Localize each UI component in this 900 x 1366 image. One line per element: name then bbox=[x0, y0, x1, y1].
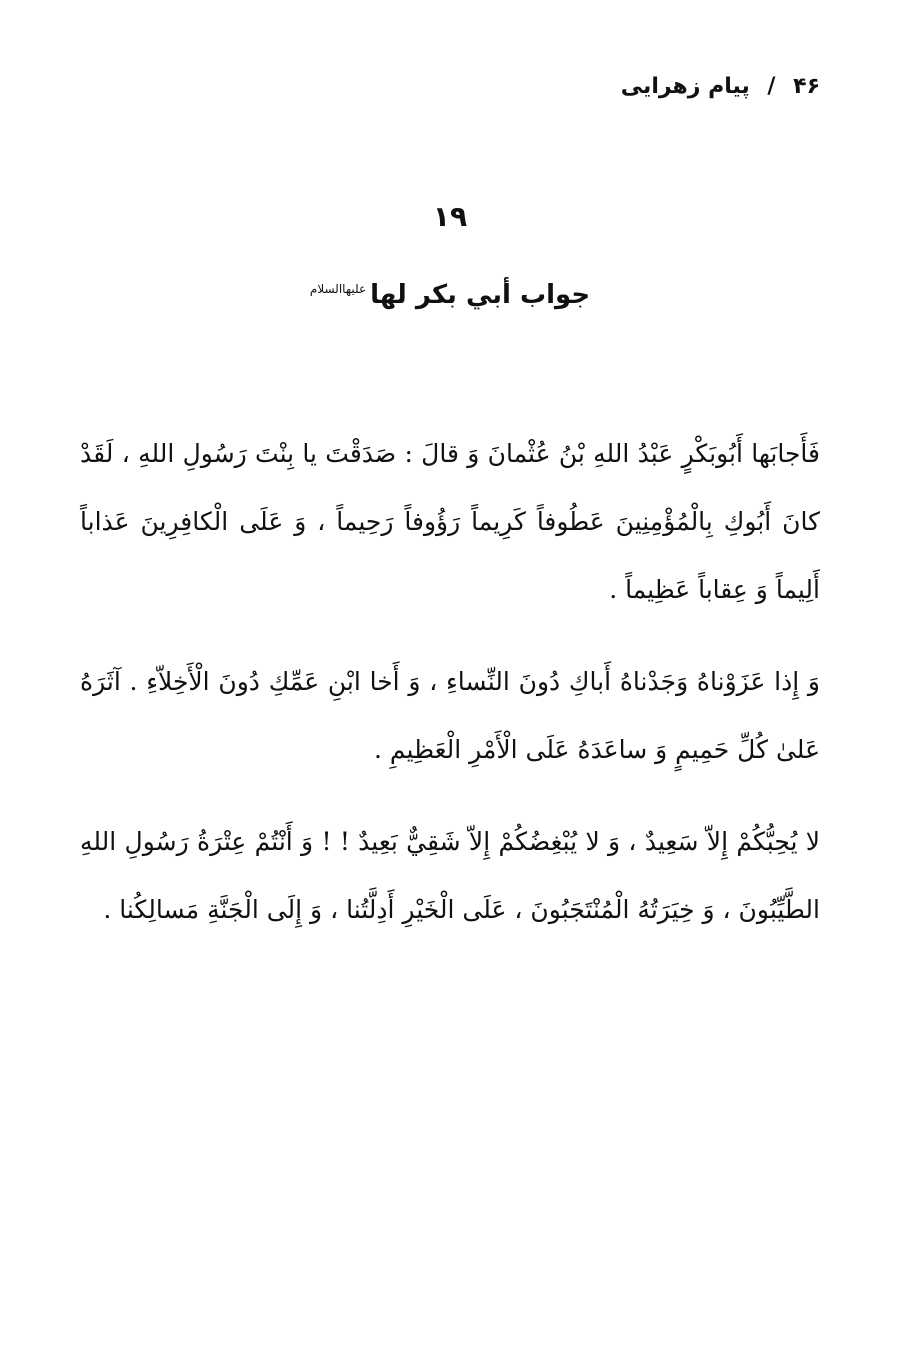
paragraph: وَ إِذا عَزَوْناهُ وَجَدْناهُ أَباكِ دُونَ النِّساءِ ، وَ أَخا ابْنِ عَمِّكِ دُونَ الْأَخِلاّءِ . آثَرَهُ عَلىٰ كُلِّ حَمِيمٍ وَ ساعَدَهُ عَلَى الْأَمْرِ الْعَظِيمِ . bbox=[80, 667, 820, 764]
section-title-block bbox=[0, 280, 900, 310]
paragraph: لا يُحِبُّكُمْ إِلاّ سَعِيدٌ ، وَ لا يُبْغِضُكُمْ إِلاّ شَقِيٌّ بَعِيدٌ ! ! وَ أَنْتُمْ عِتْرَةُ رَسُولِ اللهِ الطَّيِّبُونَ ، وَ خِيَرَتُهُ الْمُنْتَجَبُونَ ، عَلَى الْخَيْرِ أَدِلَّتُنا ، وَ إِلَى الْجَنَّةِ مَسالِكُنا . bbox=[80, 827, 820, 924]
honorific-mark: عليهاالسلام bbox=[309, 282, 367, 297]
header-separator: / bbox=[767, 74, 776, 99]
running-header bbox=[621, 74, 820, 99]
body-text bbox=[80, 420, 820, 968]
section-title: جواب أبي بكر لها bbox=[370, 280, 591, 310]
book-title: پیام زهرایی bbox=[620, 74, 750, 99]
paragraph: فَأَجابَها أَبُوبَكْرٍ عَبْدُ اللهِ بْنُ عُثْمانَ وَ قالَ : صَدَقْتَ يا بِنْتَ رَسُولِ اللهِ ، لَقَدْ كانَ أَبُوكِ بِالْمُؤْمِنِينَ عَطُوفاً كَرِيماً رَؤُوفاً رَحِيماً ، وَ عَلَى الْكافِرِينَ عَذاباً أَلِيماً وَ عِقاباً عَظِيماً . bbox=[80, 439, 820, 604]
page-number: ۴۶ bbox=[793, 74, 820, 99]
section-number: ۱۹ bbox=[432, 200, 468, 233]
